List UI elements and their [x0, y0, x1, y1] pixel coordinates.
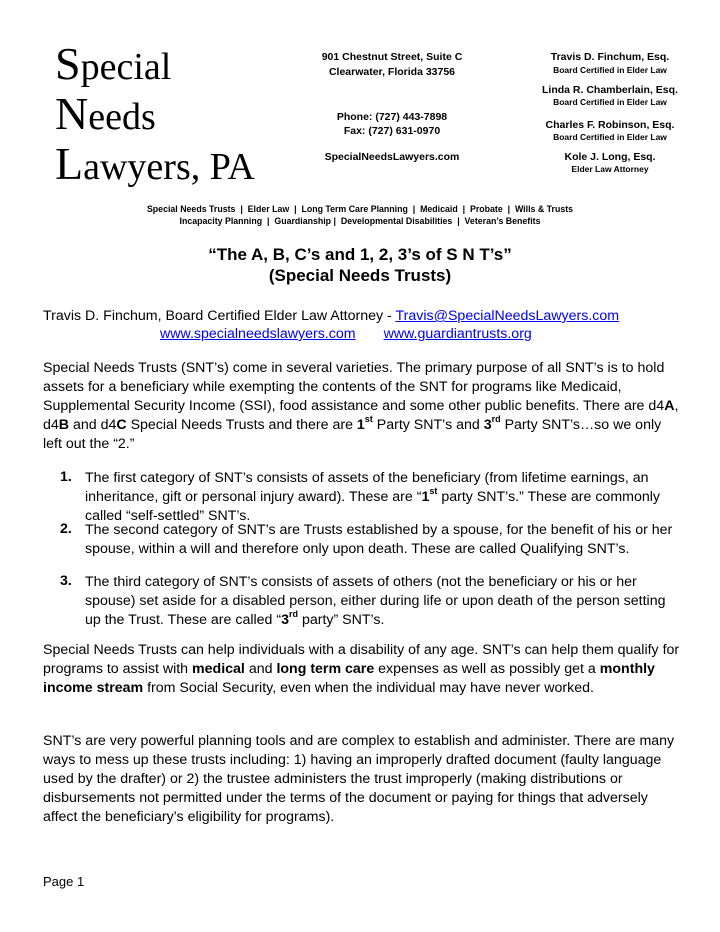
attorney-title: Board Certified in Elder Law: [553, 97, 667, 107]
bold-long-term-care: long term care: [276, 661, 375, 677]
specialneedslawyers-link[interactable]: www.specialneedslawyers.com: [160, 326, 356, 342]
list-number: 1.: [60, 469, 72, 485]
list-item: [85, 573, 685, 630]
bold-number-1: 1: [356, 417, 365, 433]
list-item-text: The third category of SNT’s consists of assets of others (not the beneficiary or his or her spouse) set aside for a disabled person, either during life or upon death of the person setting up the Trust. These are called “: [85, 574, 666, 628]
benefits-paragraph: [43, 641, 683, 698]
bold-letter-b: B: [58, 417, 70, 433]
services-line-2: Incapacity Planning | Guardianship | Developmental Disabilities | Veteran’s Benefits: [179, 216, 541, 226]
intro-text: Special Needs Trusts and there are: [126, 417, 357, 433]
intro-paragraph: [43, 359, 683, 454]
list-item-superscript: rd: [289, 609, 298, 620]
attorney-title: Board Certified in Elder Law: [553, 132, 667, 142]
firm-word: eeds: [88, 96, 156, 138]
document-title: “The A, B, C’s and 1, 2, 3’s of S N T’s”: [208, 245, 512, 264]
bold-number-3: 3: [483, 417, 492, 433]
firm-initial: L: [55, 138, 84, 189]
document-subtitle: (Special Needs Trusts): [268, 266, 452, 285]
superscript-rd: rd: [491, 414, 501, 425]
intro-text: , d4: [43, 398, 679, 433]
attorney-name: Kole J. Long, Esq.: [564, 151, 656, 163]
list-number: 3.: [60, 573, 72, 589]
complexity-paragraph: SNT’s are very powerful planning tools and are complex to establish and administer. There are many ways to mess up these trusts including: 1) having an improperly drafted document (faulty language used by the drafter) or 2) the trustee administers the trust improperly (making distributions or disbursements not permitted under the terms of the document or paying for things that adversely affect the beneficiary’s eligibility for programs).: [43, 733, 675, 825]
attorney-name: Linda R. Chamberlain, Esq.: [542, 84, 678, 96]
list-item: [85, 469, 685, 526]
list-item-text: The first category of SNT’s consists of assets of the beneficiary (from lifetime earnings, an inheritance, gift or personal injury award). These are “: [85, 470, 649, 505]
page-number: Page 1: [43, 874, 85, 889]
author-email-link[interactable]: Travis@SpecialNeedsLawyers.com: [395, 308, 620, 324]
list-item: [85, 521, 685, 559]
paragraph-text: Special Needs Trusts can help individuals with a disability of any age. SNT’s can help them qualify for programs to assist with: [43, 642, 680, 677]
paragraph-text: expenses as well as possibly get a: [374, 661, 600, 677]
services-line-1: Special Needs Trusts | Elder Law | Long Term Care Planning | Medicaid | Probate | Wills & Trusts: [146, 204, 574, 214]
paragraph-text: from Social Security, even when the individual may have never worked.: [143, 680, 594, 696]
website-links: [160, 326, 532, 342]
firm-word: awyers, PA: [83, 146, 255, 188]
bold-monthly-income-stream: monthly income stream: [43, 661, 655, 696]
list-item-text: party SNT’s.” These are commonly called “self-settled” SNT’s.: [85, 489, 660, 524]
guardiantrusts-link[interactable]: www.guardiantrusts.org: [383, 326, 532, 342]
intro-text: Special Needs Trusts (SNT’s) come in several varieties. The primary purpose of all SNT’s is to hold assets for a beneficiary while exempting the contents of the SNT for programs like Medicaid, Supplemental Security Income (SSI), food assistance and some other public benefits. There are d4: [43, 360, 665, 414]
address-city: Clearwater, Florida 33756: [328, 66, 456, 78]
list-item-text: The second category of SNT’s are Trusts established by a spouse, for the benefit of his or her spouse, within a will and therefore only upon death. These are called Qualifying SNT’s.: [85, 522, 673, 557]
attorney-title: Elder Law Attorney: [571, 164, 649, 174]
address-street: 901 Chestnut Street, Suite C: [321, 51, 463, 63]
list-item-bold: 3: [281, 612, 289, 628]
author-text: Travis D. Finchum, Board Certified Elder Law Attorney -: [43, 308, 396, 324]
attorney-title: Board Certified in Elder Law: [553, 65, 667, 75]
firm-name-line-2: [55, 88, 156, 139]
superscript-st: st: [364, 414, 373, 425]
address-website: SpecialNeedsLawyers.com: [324, 151, 460, 163]
attorney-name: Travis D. Finchum, Esq.: [550, 51, 670, 63]
intro-text: Party SNT’s…so we only left out the “2.”: [43, 417, 662, 452]
intro-text: Party SNT’s and: [372, 417, 484, 433]
bold-medical: medical: [192, 661, 245, 677]
firm-name-line-3: [55, 138, 255, 189]
attorney-name: Charles F. Robinson, Esq.: [545, 119, 675, 131]
firm-name-line-1: [55, 38, 172, 89]
address-phone: Phone: (727) 443-7898: [336, 111, 448, 123]
firm-word: pecial: [80, 46, 172, 88]
paragraph-text: and: [244, 661, 277, 677]
intro-text: and d4: [69, 417, 117, 433]
bold-letter-a: A: [664, 398, 675, 414]
list-item-superscript: st: [429, 486, 438, 497]
bold-letter-c: C: [116, 417, 127, 433]
firm-initial: S: [55, 38, 81, 89]
firm-initial: N: [55, 88, 89, 139]
author-line: [43, 307, 693, 326]
list-item-bold: 1: [421, 489, 430, 505]
list-item-text: party” SNT’s.: [298, 612, 385, 628]
address-fax: Fax: (727) 631-0970: [343, 125, 441, 137]
list-number: 2.: [60, 521, 72, 537]
